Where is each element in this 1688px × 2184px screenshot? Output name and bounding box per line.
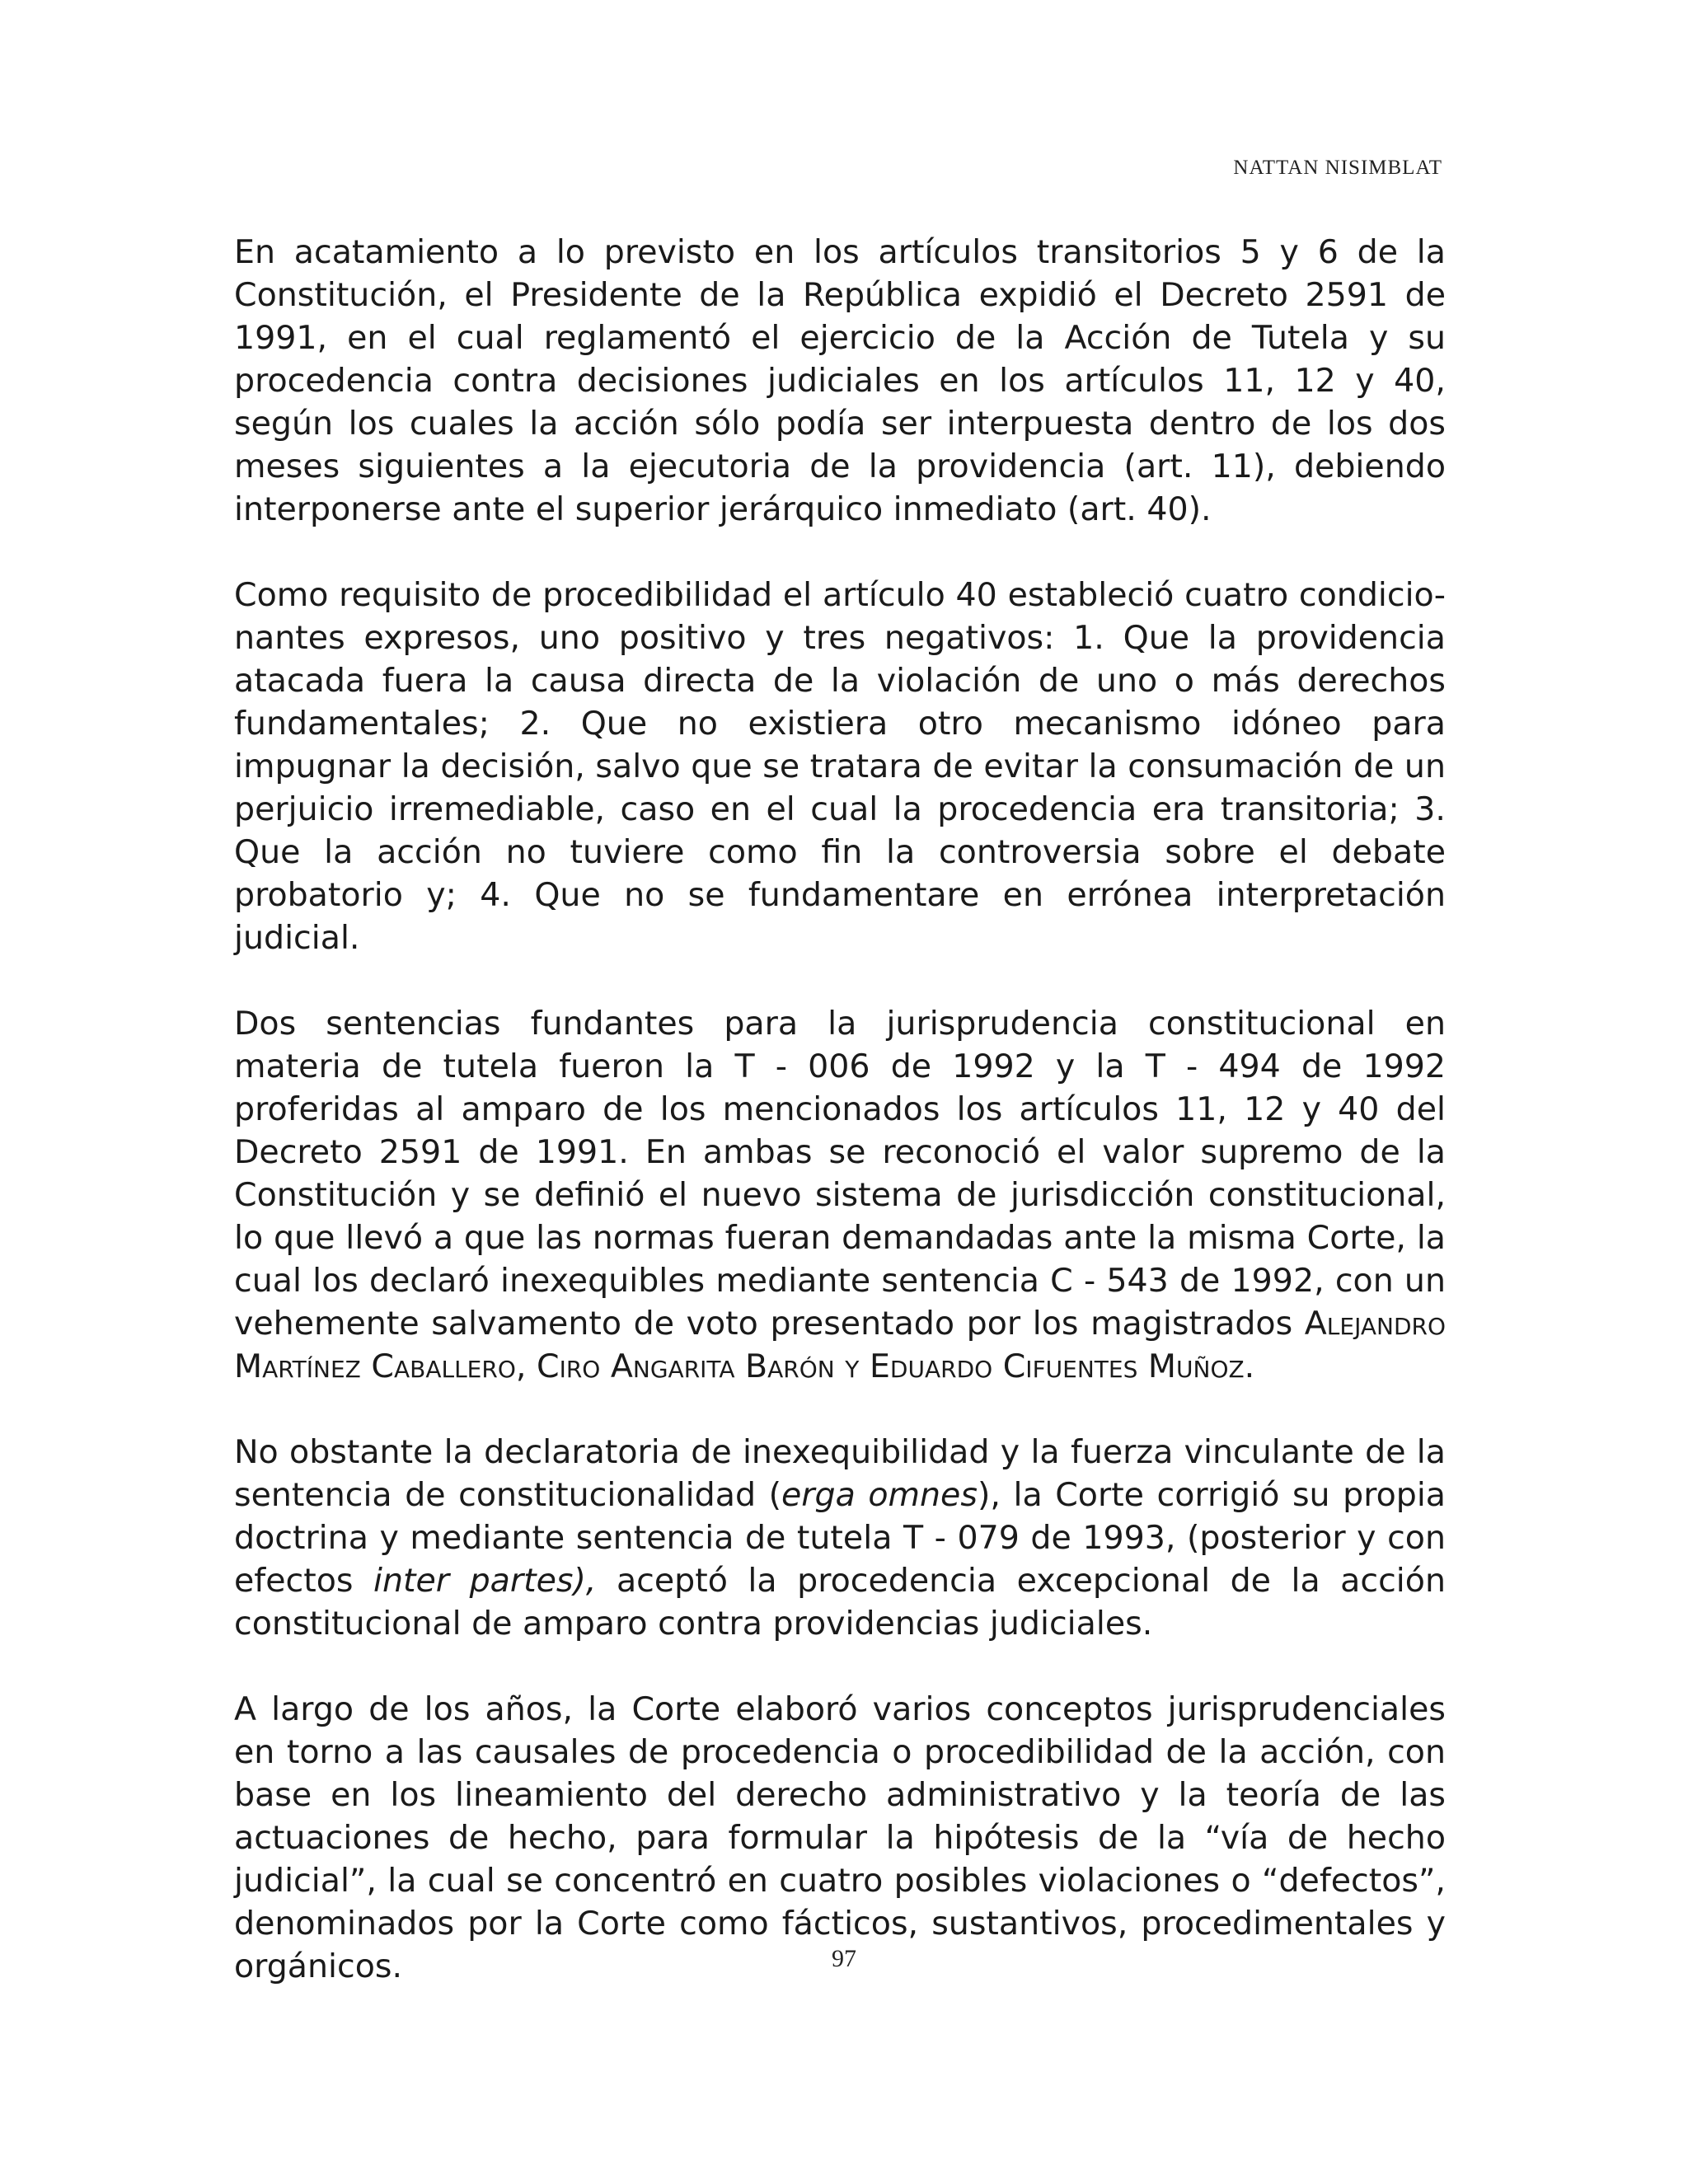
paragraph-3: [234, 1002, 1446, 1388]
inter-partes-italic: inter partes),: [373, 1562, 597, 1600]
paragraph-4: [234, 1431, 1446, 1645]
magistrates-names: Alejandro Martínez Caballero, Ciro Angarita Barón y Eduardo Cifuentes Muñoz: [234, 1305, 1446, 1385]
paragraph-3-text: Dos sentencias fundantes para la jurisprudencia constitucional en materia de tutela fueron la T - 006 de 1992 y la T - 494 de 1992 proferidas al amparo de los mencionados los artículos 11, 12 y 40 del Decreto 2591 de 1991. En ambas se reconoció el valor supremo de la Constitución y se definió el nuevo sistema de jurisdicción constitucional, lo que llevó a que las normas fueran demandadas ante la misma Corte, la cual los declaró inexequibles mediante sentencia C - 543 de 1992, con un vehemente salvamento de voto presentado por los magistrados: [234, 1005, 1446, 1343]
paragraph-4-text-1: No obstante la declaratoria de inexequibilidad y la fuerza vinculante de la sentencia de constitucionalidad (: [234, 1433, 1446, 1514]
body-text: [234, 231, 1446, 1988]
running-head: NATTAN NISIMBLAT: [1233, 157, 1442, 179]
paragraph-4-text-3: aceptó la procedencia excepcional de la acción constitucional de amparo contra providencias judiciales.: [234, 1562, 1446, 1643]
erga-omnes-italic: erga omnes: [781, 1476, 978, 1514]
paragraph-2: Como requisito de procedibilidad el artículo 40 estableció cuatro condicionantes expresos, uno positivo y tres negativos: 1. Que la providencia atacada fuera la causa directa de la violación de uno o más derechos fundamentales; 2. Que no existiera otro mecanismo idóneo para impugnar la decisión, salvo que se tratara de evitar la consumación de un perjuicio irremediable, caso en el cual la procedencia era transitoria; 3. Que la acción no tuviere como fin la controversia sobre el debate probatorio y; 4. Que no se fundamentare en errónea interpretación judicial.: [234, 576, 1446, 957]
paragraph-4-text-2: ), la Corte corrigió su propia doctrina y mediante sentencia de tutela T - 079 de 1993, (posterior y con efectos: [234, 1476, 1446, 1600]
page-number: 97: [832, 1945, 856, 1972]
paragraph-3-end: .: [1244, 1347, 1255, 1385]
paragraph-1: En acatamiento a lo previsto en los artículos transitorios 5 y 6 de la Constitución, el Presidente de la República expidió el Decreto 2591 de 1991, en el cual reglamentó el ejercicio de la Acción de Tutela y su procedencia contra decisiones judiciales en los artículos 11, 12 y 40, según los cuales la acción sólo podía ser interpuesta dentro de los dos meses siguientes a la ejecutoria de la providencia (art. 11), debiendo interponerse ante el superior jerárquico inmediato (art. 40).: [234, 233, 1446, 528]
paragraph-5: A largo de los años, la Corte elaboró varios conceptos jurisprudenciales en torno a las causales de procedencia o procedibilidad de la acción, con base en los lineamiento del derecho administrativo y la teoría de las actuaciones de hecho, para formular la hipótesis de la “vía de hecho judicial”, la cual se concentró en cuatro posibles violaciones o “defectos”, denominados por la Corte como fácticos, sustantivos, procedimentales y orgánicos.: [234, 1690, 1446, 1985]
